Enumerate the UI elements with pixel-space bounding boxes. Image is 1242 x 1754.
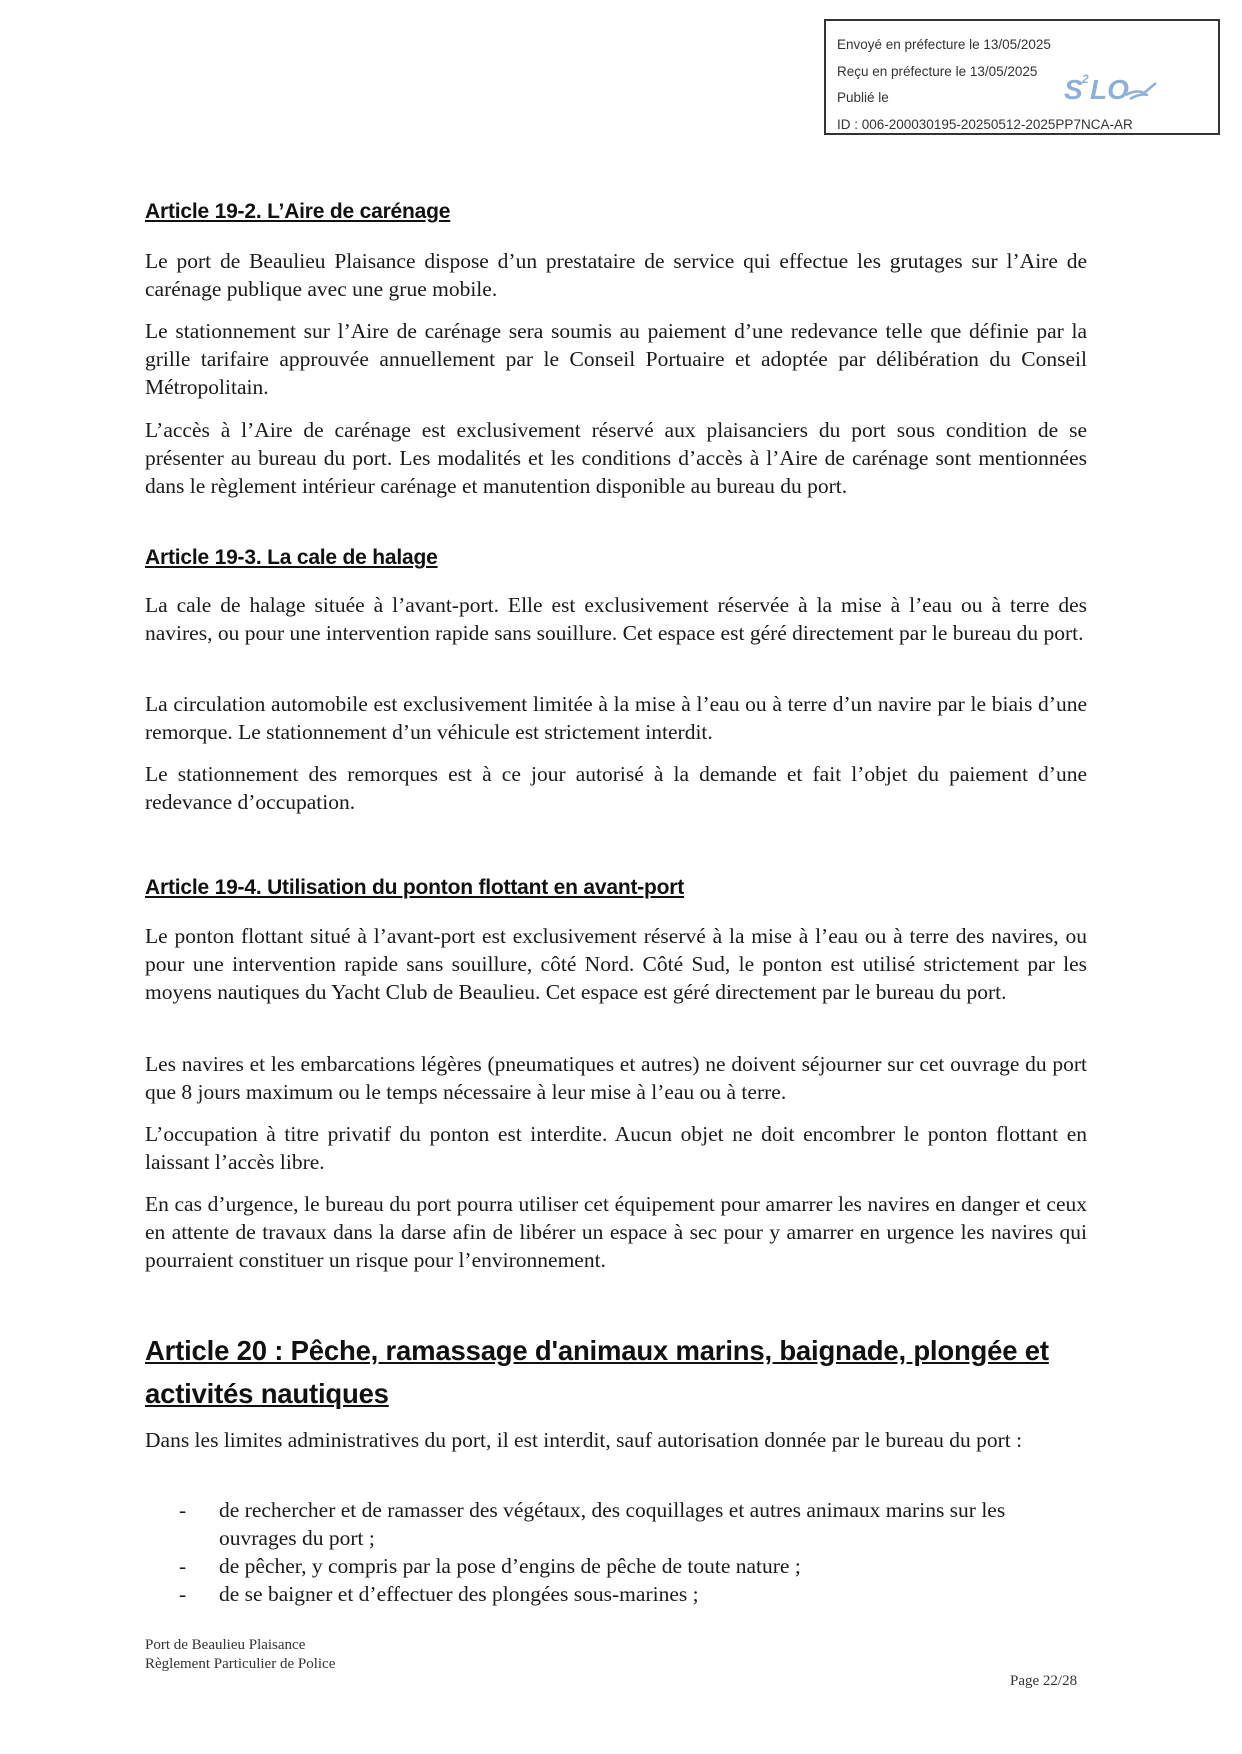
article-19-2-paragraph-2: Le stationnement sur l’Aire de carénage sera soumis au paiement d’une redevance telle que définie par la grille tarifaire approuvée annuellement par le Conseil Portuaire et adoptée par délibération du Conseil Métropolitain.: [145, 319, 1087, 399]
article-20-prohibitions-list: [145, 1496, 1087, 1608]
stamp-received-date: Reçu en préfecture le 13/05/2025: [837, 63, 1038, 79]
page-number: Page 22/28: [1010, 1673, 1078, 1689]
article-19-2-paragraph-1: Le port de Beaulieu Plaisance dispose d’un prestataire de service qui effectue les grutages sur l’Aire de carénage publique avec une grue mobile.: [145, 249, 1087, 301]
stamp-id: ID : 006-200030195-20250512-2025PP7NCA-AR: [837, 116, 1133, 132]
article-20-title: Article 20 : Pêche, ramassage d'animaux marins, baignade, plongée et activités nautiques: [145, 1335, 1049, 1409]
footer-document-title: Règlement Particulier de Police: [145, 1656, 336, 1672]
svg-text:S: S: [1064, 74, 1083, 105]
bullet-dash: -: [179, 1582, 187, 1606]
bullet-dash: -: [179, 1498, 187, 1522]
article-19-3-paragraph-2: La circulation automobile est exclusivement limitée à la mise à l’eau ou à terre d’un navire par le biais d’une remorque. Le stationnement d’un véhicule est strictement interdit.: [145, 692, 1087, 744]
article-19-4-paragraph-2: Les navires et les embarcations légères (pneumatiques et autres) ne doivent séjourner sur cet ouvrage du port que 8 jours maximum ou le temps nécessaire à leur mise à l’eau ou à terre.: [145, 1052, 1087, 1104]
bullet-dash: -: [179, 1554, 187, 1578]
article-19-4-title: Article 19-4. Utilisation du ponton flottant en avant-port: [145, 876, 685, 899]
article-19-2-title: Article 19-2. L’Aire de carénage: [145, 200, 451, 223]
svg-text:2: 2: [1082, 72, 1089, 86]
stamp-sent-date: Envoyé en préfecture le 13/05/2025: [837, 37, 1051, 52]
prefecture-stamp: [824, 19, 1220, 135]
list-item: [145, 1580, 1087, 1608]
article-19-3-paragraph-1: La cale de halage située à l’avant-port. Elle est exclusivement réservée à la mise à l’eau ou à terre des navires, ou pour une intervention rapide sans souillure. Cet espace est géré directement par le bureau du port.: [145, 593, 1087, 645]
list-item-text: de pêcher, y compris par la pose d’engins de pêche de toute nature ;: [219, 1554, 801, 1578]
article-19-2-paragraph-3: L’accès à l’Aire de carénage est exclusivement réservé aux plaisanciers du port sous condition de se présenter au bureau du port. Les modalités et les conditions d’accès à l’Aire de carénage sont mentionnées dans le règlement intérieur carénage et manutention disponible au bureau du port.: [145, 418, 1087, 498]
svg-text:LO: LO: [1090, 74, 1129, 105]
list-item: [145, 1496, 1087, 1552]
article-20-intro: Dans les limites administratives du port, il est interdit, sauf autorisation donnée par le bureau du port :: [145, 1428, 1023, 1452]
article-19-3-paragraph-3: Le stationnement des remorques est à ce jour autorisé à la demande et fait l’objet du paiement d’une redevance d’occupation.: [145, 762, 1087, 814]
article-19-3-title: Article 19-3. La cale de halage: [145, 546, 438, 569]
article-19-4-paragraph-1: Le ponton flottant situé à l’avant-port est exclusivement réservé à la mise à l’eau ou à terre des navires, ou pour une intervention rapide sans souillure, côté Nord. Côté Sud, le ponton est utilisé strictement par les moyens nautiques du Yacht Club de Beaulieu. Cet espace est géré directement par le bureau du port.: [145, 924, 1087, 1004]
list-item-text: de se baigner et d’effectuer des plongées sous-marines ;: [219, 1582, 699, 1606]
article-19-4-paragraph-3: L’occupation à titre privatif du ponton est interdite. Aucun objet ne doit encombrer le ponton flottant en laissant l’accès libre.: [145, 1122, 1087, 1174]
list-item-text: de rechercher et de ramasser des végétaux, des coquillages et autres animaux marins sur les ouvrages du port ;: [219, 1498, 1006, 1550]
stamp-published: Publié le: [837, 90, 889, 105]
article-19-4-paragraph-4: En cas d’urgence, le bureau du port pourra utiliser cet équipement pour amarrer les navires en danger et ceux en attente de travaux dans la darse afin de libérer un espace à sec pour y amarrer en urgence les navires qui pourraient constituer un risque pour l’environnement.: [145, 1192, 1087, 1272]
s2lo-logo-icon: [1060, 65, 1160, 109]
footer-port-name: Port de Beaulieu Plaisance: [145, 1637, 306, 1653]
page-footer: [145, 1636, 335, 1674]
list-item: [145, 1552, 1087, 1580]
